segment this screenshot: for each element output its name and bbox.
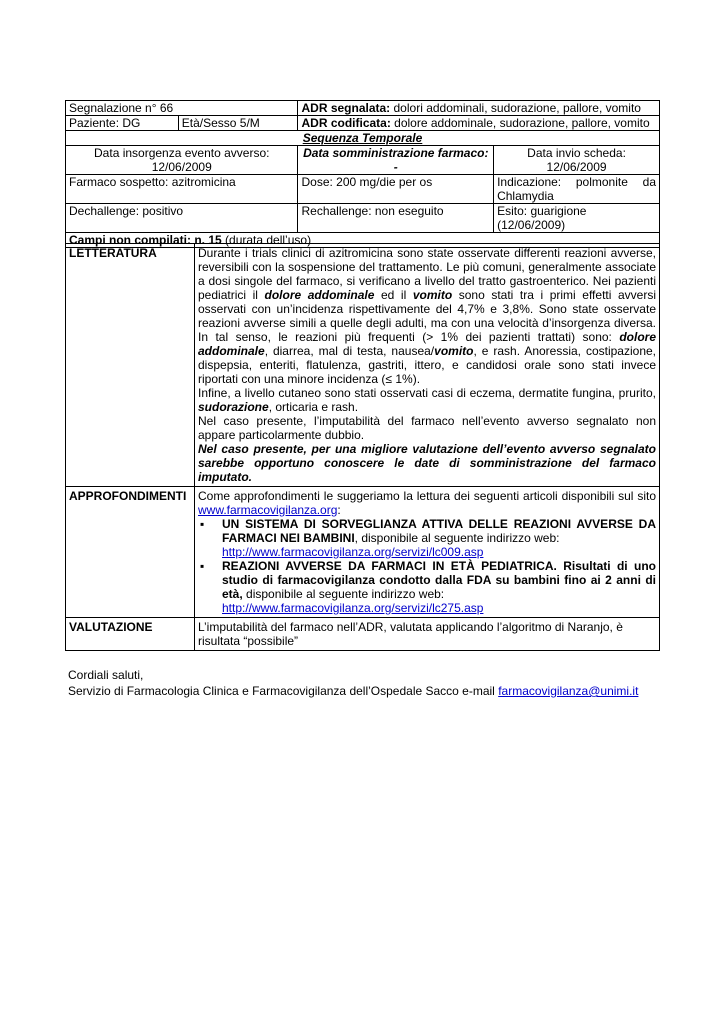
table-row (66, 618, 660, 651)
adr-coded (298, 116, 660, 131)
indication-line (497, 175, 656, 189)
text-run: , e rash. Anoressia, costipazione, dispepsia, enteriti, flatulenza, gastriti, ittero, e candidosi orale sono stati invece riportati con una minore incidenza (≤ 1%). (198, 344, 656, 386)
admin-label: Data somministrazione farmaco: (303, 146, 489, 160)
evaluation-text: L’imputabilità del farmaco nell’ADR, valutata applicando l’algoritmo di Naranjo, è risultata “possibile” (195, 618, 660, 651)
article-link[interactable]: http://www.farmacovigilanza.org/servizi/lc009.asp (222, 545, 484, 559)
missing-value: (durata dell’uso) (221, 233, 312, 247)
text-run: , diarrea, mal di testa, nausea/ (264, 344, 435, 358)
emphasis: dolore addominale (198, 330, 656, 358)
sent-date-cell (494, 146, 660, 175)
service-name: Servizio di Farmacologia Clinica e Farmacovigilanza dell’Ospedale Sacco e-mail (68, 684, 499, 698)
indication-word: polmonite (575, 175, 628, 189)
suspected-drug: Farmaco sospetto: azitromicina (66, 175, 298, 204)
adr-coded-label: ADR codificata: (301, 116, 391, 130)
table-row (66, 146, 660, 175)
insights-label: APPROFONDIMENTI (66, 487, 195, 618)
literature-paragraph (198, 246, 656, 386)
article-list (198, 517, 656, 615)
onset-label: Data insorgenza evento avverso: (94, 146, 270, 160)
onset-date: 12/06/2009 (151, 160, 212, 174)
sent-label: Data invio scheda: (527, 146, 626, 160)
outcome: Esito: guarigione (12/06/2009) (494, 204, 660, 233)
site-link[interactable]: www.farmacovigilanza.org (198, 503, 338, 517)
indication-word: Chlamydia (497, 189, 554, 203)
text-run: Come approfondimenti le suggeriamo la lettura dei seguenti articoli disponibili sul sito (198, 489, 656, 503)
evaluation-label: VALUTAZIONE (66, 618, 195, 651)
article-title: REAZIONI AVVERSE DA FARMACI IN ETÀ PEDIATRICA. Risultati di uno studio di farmacovigilanza condotto dalla FDA su bambini fino ai 2 anni di età, (222, 559, 656, 601)
dechallenge: Dechallenge: positivo (66, 204, 298, 233)
age-sex: Età/Sesso 5/M (178, 116, 298, 131)
text-run: ed il (374, 288, 413, 302)
sent-date: 12/06/2009 (546, 160, 607, 174)
missing-label: Campi non compilati: n. 15 (69, 233, 222, 247)
insights-intro (198, 489, 656, 517)
greeting: Cordiali saluti, (68, 668, 144, 682)
list-item (198, 559, 656, 615)
patient-id: Paziente: DG (66, 116, 179, 131)
emphasis: sudorazione (198, 400, 269, 414)
text-run: : (337, 503, 341, 517)
list-item (198, 517, 656, 559)
emphasis: vomito (434, 344, 474, 358)
indication-word: da (642, 175, 656, 189)
text-run: Infine, a livello cutaneo sono stati osservati casi di eczema, dermatite fungina, prurito, (198, 386, 656, 400)
literature-text (195, 244, 660, 487)
table-row (66, 487, 660, 618)
table-row (66, 175, 660, 204)
adr-reported-label: ADR segnalata: (301, 101, 391, 115)
report-table (65, 100, 660, 248)
text-run: Durante i trials clinici di azitromicina sono state osservate differenti reazioni avverse, reversibili con la sospensione del trattamento. Le più comuni, generalmente associate a dosi singole del farmaco, si verificano a livello del tratto gastroenterico. Nei pazienti pediatrici il (198, 246, 656, 302)
table-row (66, 116, 660, 131)
text-run: sono stati tra i primi effetti avversi osservati con un’incidenza rispettivamente del 4,7% e 3,8%. Sono state osservate reazioni avverse simili a quelle degli adulti, ma con una velocità d’insorgenza diversa. In tal senso, le reazioni più frequenti (> 1% dei pazienti trattati) sono: (198, 288, 656, 344)
article-title: UN SISTEMA DI SORVEGLIANZA ATTIVA DELLE REAZIONI AVVERSE DA FARMACI NEI BAMBINI (222, 517, 656, 545)
text-run: disponibile al seguente indirizzo web: (242, 587, 445, 601)
email-link[interactable]: farmacovigilanza@unimi.it (498, 684, 639, 698)
literature-paragraph: Nel caso presente, l’imputabilità del farmaco nell’evento avverso segnalato non appare particolarmente dubbio. (198, 414, 656, 442)
article-link[interactable]: http://www.farmacovigilanza.org/servizi/lc275.asp (222, 601, 484, 615)
onset-date-cell (66, 146, 298, 175)
admin-value: - (393, 160, 398, 174)
dose: Dose: 200 mg/die per os (298, 175, 494, 204)
emphasis: dolore addominale (264, 288, 375, 302)
table-row (66, 131, 660, 146)
rechallenge: Rechallenge: non eseguito (298, 204, 494, 233)
section-title: Sequenza Temporale (66, 131, 660, 146)
adr-coded-value: dolore addominale, sudorazione, pallore, vomito (390, 116, 650, 130)
table-row (66, 101, 660, 116)
text-run: , disponibile al seguente indirizzo web: (354, 531, 560, 545)
indication-word: Indicazione: (497, 175, 562, 189)
literature-conclusion: Nel caso presente, per una migliore valutazione dell’evento avverso segnalato sarebbe opportuno conoscere le date di somministrazione del farmaco imputato. (198, 442, 656, 484)
table-row (66, 244, 660, 487)
text-run: , orticaria e rash. (268, 400, 359, 414)
analysis-table (65, 243, 660, 651)
signal-number: Segnalazione n° 66 (66, 101, 298, 116)
indication-cell (494, 175, 660, 204)
adr-reported-value: dolori addominali, sudorazione, pallore, vomito (390, 101, 641, 115)
table-row (66, 204, 660, 233)
emphasis: vomito (412, 288, 453, 302)
literature-label: LETTERATURA (66, 244, 195, 487)
adr-reported (298, 101, 660, 116)
admin-date-cell (298, 146, 494, 175)
signature (68, 683, 638, 699)
insights-text (195, 487, 660, 618)
closing (68, 667, 638, 699)
literature-paragraph (198, 386, 656, 414)
